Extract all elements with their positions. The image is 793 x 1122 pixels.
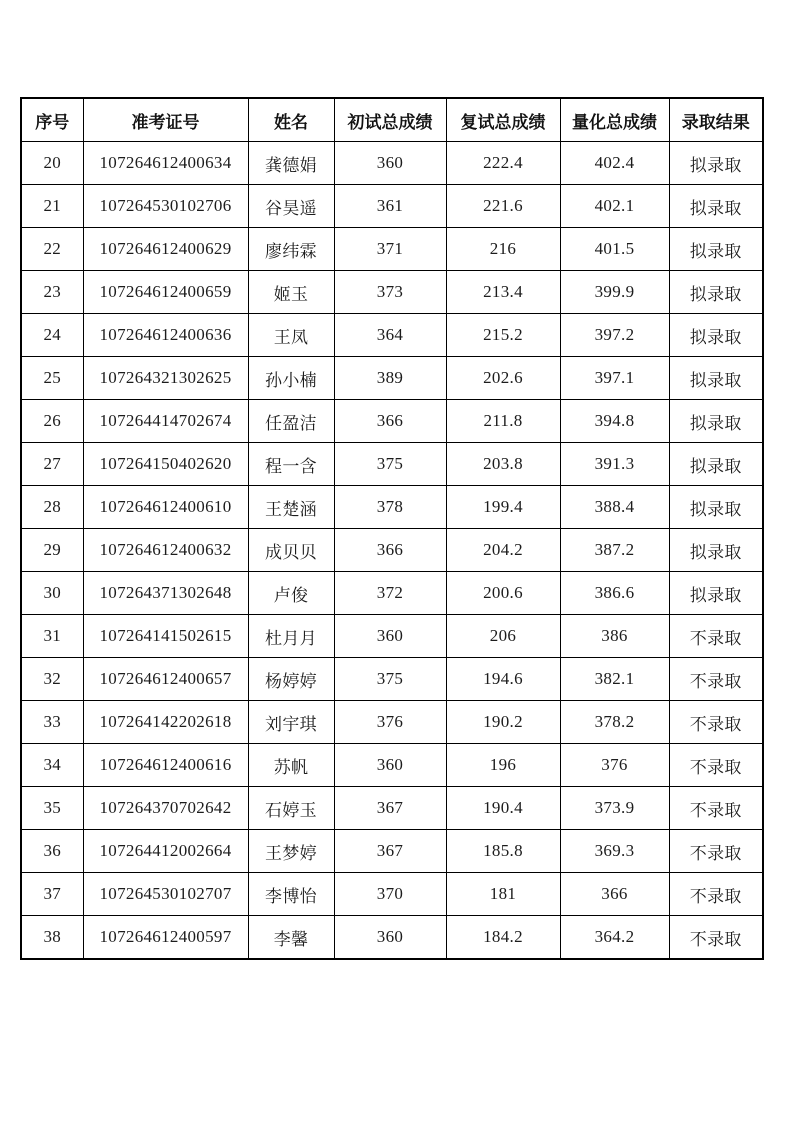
cell-quantified-score: 378.2 [560,701,669,744]
column-header-name: 姓名 [248,98,334,142]
cell-result: 拟录取 [669,185,763,228]
cell-seq: 30 [21,572,83,615]
cell-initial-score: 360 [334,615,446,658]
cell-seq: 26 [21,400,83,443]
cell-name: 刘宇琪 [248,701,334,744]
cell-initial-score: 366 [334,529,446,572]
cell-seq: 31 [21,615,83,658]
table-row [21,916,763,960]
cell-initial-score: 375 [334,658,446,701]
cell-seq: 37 [21,873,83,916]
cell-retest-score: 203.8 [446,443,560,486]
cell-initial-score: 360 [334,744,446,787]
cell-exam-id: 107264371302648 [83,572,248,615]
cell-retest-score: 190.4 [446,787,560,830]
cell-seq: 22 [21,228,83,271]
cell-seq: 36 [21,830,83,873]
cell-initial-score: 372 [334,572,446,615]
cell-quantified-score: 376 [560,744,669,787]
cell-seq: 25 [21,357,83,400]
cell-quantified-score: 373.9 [560,787,669,830]
table-row [21,357,763,400]
cell-quantified-score: 366 [560,873,669,916]
cell-retest-score: 204.2 [446,529,560,572]
cell-seq: 23 [21,271,83,314]
cell-exam-id: 107264141502615 [83,615,248,658]
cell-name: 王梦婷 [248,830,334,873]
cell-name: 程一含 [248,443,334,486]
cell-retest-score: 181 [446,873,560,916]
cell-seq: 28 [21,486,83,529]
cell-seq: 29 [21,529,83,572]
table-row [21,615,763,658]
cell-seq: 32 [21,658,83,701]
table-row [21,443,763,486]
cell-name: 王楚涵 [248,486,334,529]
cell-seq: 27 [21,443,83,486]
cell-initial-score: 378 [334,486,446,529]
table-row [21,486,763,529]
table-row [21,400,763,443]
cell-initial-score: 376 [334,701,446,744]
table-row [21,572,763,615]
table-row [21,529,763,572]
cell-retest-score: 185.8 [446,830,560,873]
cell-exam-id: 107264612400634 [83,142,248,185]
cell-name: 石婷玉 [248,787,334,830]
cell-name: 成贝贝 [248,529,334,572]
cell-retest-score: 199.4 [446,486,560,529]
cell-quantified-score: 386.6 [560,572,669,615]
cell-initial-score: 360 [334,916,446,960]
column-header-exam-id: 准考证号 [83,98,248,142]
cell-exam-id: 107264612400659 [83,271,248,314]
cell-seq: 34 [21,744,83,787]
cell-name: 李馨 [248,916,334,960]
cell-initial-score: 367 [334,830,446,873]
cell-name: 王凤 [248,314,334,357]
cell-result: 不录取 [669,787,763,830]
cell-exam-id: 107264321302625 [83,357,248,400]
cell-result: 不录取 [669,701,763,744]
cell-result: 拟录取 [669,486,763,529]
column-header-result: 录取结果 [669,98,763,142]
cell-name: 姬玉 [248,271,334,314]
cell-initial-score: 389 [334,357,446,400]
cell-retest-score: 215.2 [446,314,560,357]
cell-quantified-score: 364.2 [560,916,669,960]
cell-initial-score: 366 [334,400,446,443]
cell-seq: 21 [21,185,83,228]
cell-quantified-score: 387.2 [560,529,669,572]
cell-retest-score: 206 [446,615,560,658]
cell-result: 拟录取 [669,142,763,185]
cell-retest-score: 222.4 [446,142,560,185]
cell-name: 卢俊 [248,572,334,615]
cell-initial-score: 360 [334,142,446,185]
cell-result: 拟录取 [669,357,763,400]
cell-retest-score: 202.6 [446,357,560,400]
cell-result: 不录取 [669,873,763,916]
cell-exam-id: 107264612400657 [83,658,248,701]
cell-exam-id: 107264612400616 [83,744,248,787]
cell-result: 不录取 [669,830,763,873]
column-header-initial-score: 初试总成绩 [334,98,446,142]
cell-name: 杨婷婷 [248,658,334,701]
cell-exam-id: 107264530102706 [83,185,248,228]
cell-retest-score: 200.6 [446,572,560,615]
cell-name: 任盈洁 [248,400,334,443]
cell-exam-id: 107264612400610 [83,486,248,529]
column-header-retest-score: 复试总成绩 [446,98,560,142]
cell-name: 苏帆 [248,744,334,787]
table-body [21,142,763,960]
cell-quantified-score: 388.4 [560,486,669,529]
cell-initial-score: 364 [334,314,446,357]
cell-result: 不录取 [669,744,763,787]
table-row [21,830,763,873]
table-row [21,314,763,357]
cell-seq: 20 [21,142,83,185]
cell-seq: 33 [21,701,83,744]
cell-exam-id: 107264612400597 [83,916,248,960]
cell-name: 孙小楠 [248,357,334,400]
table-row [21,185,763,228]
table-header [21,98,763,142]
admission-results-table [20,97,764,960]
cell-quantified-score: 402.1 [560,185,669,228]
cell-retest-score: 213.4 [446,271,560,314]
cell-result: 不录取 [669,916,763,960]
table-row [21,701,763,744]
cell-retest-score: 211.8 [446,400,560,443]
table-row [21,744,763,787]
cell-exam-id: 107264612400632 [83,529,248,572]
cell-exam-id: 107264412002664 [83,830,248,873]
cell-result: 拟录取 [669,443,763,486]
column-header-quantified-score: 量化总成绩 [560,98,669,142]
table-row [21,271,763,314]
cell-quantified-score: 369.3 [560,830,669,873]
cell-name: 廖纬霖 [248,228,334,271]
column-header-seq: 序号 [21,98,83,142]
cell-quantified-score: 382.1 [560,658,669,701]
cell-exam-id: 107264612400636 [83,314,248,357]
cell-exam-id: 107264142202618 [83,701,248,744]
cell-result: 不录取 [669,658,763,701]
cell-quantified-score: 394.8 [560,400,669,443]
cell-seq: 24 [21,314,83,357]
cell-result: 拟录取 [669,572,763,615]
cell-quantified-score: 386 [560,615,669,658]
cell-quantified-score: 401.5 [560,228,669,271]
cell-result: 拟录取 [669,228,763,271]
cell-exam-id: 107264370702642 [83,787,248,830]
cell-exam-id: 107264612400629 [83,228,248,271]
cell-retest-score: 216 [446,228,560,271]
table-row [21,873,763,916]
cell-exam-id: 107264414702674 [83,400,248,443]
cell-quantified-score: 399.9 [560,271,669,314]
table-row [21,787,763,830]
table-row [21,142,763,185]
cell-quantified-score: 391.3 [560,443,669,486]
table-row [21,658,763,701]
cell-retest-score: 194.6 [446,658,560,701]
cell-exam-id: 107264530102707 [83,873,248,916]
cell-exam-id: 107264150402620 [83,443,248,486]
cell-retest-score: 221.6 [446,185,560,228]
cell-initial-score: 361 [334,185,446,228]
cell-name: 李博怡 [248,873,334,916]
cell-name: 谷昊遥 [248,185,334,228]
cell-retest-score: 190.2 [446,701,560,744]
cell-quantified-score: 397.1 [560,357,669,400]
cell-result: 拟录取 [669,400,763,443]
cell-seq: 35 [21,787,83,830]
cell-seq: 38 [21,916,83,960]
header-row [21,98,763,142]
cell-result: 不录取 [669,615,763,658]
cell-initial-score: 373 [334,271,446,314]
cell-initial-score: 375 [334,443,446,486]
cell-quantified-score: 397.2 [560,314,669,357]
cell-result: 拟录取 [669,529,763,572]
cell-name: 杜月月 [248,615,334,658]
cell-initial-score: 370 [334,873,446,916]
cell-result: 拟录取 [669,314,763,357]
cell-quantified-score: 402.4 [560,142,669,185]
cell-retest-score: 184.2 [446,916,560,960]
cell-name: 龚德娟 [248,142,334,185]
cell-initial-score: 371 [334,228,446,271]
cell-initial-score: 367 [334,787,446,830]
table-row [21,228,763,271]
cell-retest-score: 196 [446,744,560,787]
cell-result: 拟录取 [669,271,763,314]
